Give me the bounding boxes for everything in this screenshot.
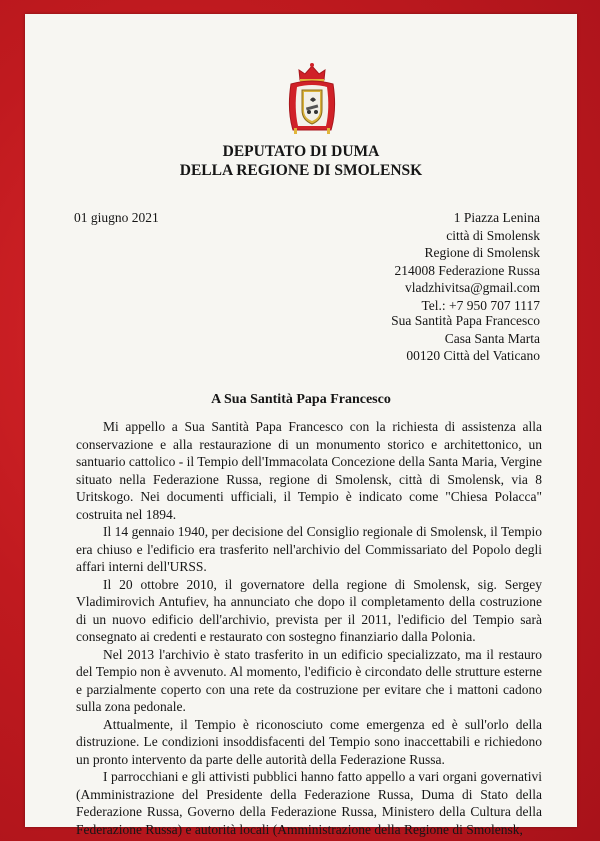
letter-title: A Sua Santità Papa Francesco — [211, 392, 391, 407]
sender-email: vladzhivitsa@gmail.com — [404, 280, 540, 295]
letter-body — [76, 418, 542, 838]
body-paragraph: Mi appello a Sua Santità Papa Francesco con la richiesta di assistenza alla conservazione e alla restaurazione di un monumento storico e architettonico, un santuario cattolico - il Tempio dell'Immacolata Concezione della Santa Maria, Vergine situato nella Federazione Russa, regione di Smolensk, città di Smolensk, via 8 Uritskogo. Nei documenti ufficiali, il Tempio è indicato come "Chiesa Polacca" costruita nel 1894. — [76, 419, 542, 522]
body-paragraph: I parrocchiani e gli attivisti pubblici hanno fatto appello a vari organi governativi (Amministrazione del Presidente della Federazione Russa, Duma di Stato della Federazione Russa, Governo della Federazione Russa, Ministero della Cultura della Federazione Russa) e autorità locali (Amministrazione della Regione di Smolensk, — [76, 769, 542, 837]
sender-address — [395, 209, 540, 314]
body-paragraph: Attualmente, il Tempio è riconosciuto come emergenza ed è sull'orlo della distruzione. Le condizioni insoddisfacenti del Tempio sono inaccettabili e richiedono un pronto intervento da parte delle autorità della Federazione Russa. — [76, 716, 542, 767]
recipient-address-line: Sua Santità Papa Francesco — [391, 313, 540, 328]
sender-address-line: 1 Piazza Lenina — [453, 210, 540, 225]
body-paragraph: Il 20 ottobre 2010, il governatore della regione di Smolensk, sig. Sergey Vladimirovich Antufiev, ha annunciato che dopo il completamento della costruzione di un nuovo edificio dell'archivio, prevista per il 2011, l'edificio del Tempio sarà consegnato ai credenti e restaurato con sostegno finanziario dalla Polonia. — [76, 576, 542, 644]
body-paragraph: Il 14 gennaio 1940, per decisione del Consiglio regionale di Smolensk, il Tempio era chiuso e l'edificio era trasferito nell'archivio del Commissariato del Popolo degli affari interni dell'URSS. — [76, 524, 542, 574]
recipient-address-line: 00120 Città del Vaticano — [406, 348, 540, 363]
sender-address-line: Regione di Smolensk — [424, 245, 540, 260]
sender-address-line: 214008 Federazione Russa — [394, 262, 540, 278]
coat-of-arms-icon — [285, 60, 339, 138]
sender-address-line: città di Smolensk — [446, 227, 540, 243]
recipient-address — [391, 312, 540, 365]
body-paragraph: Nel 2013 l'archivio è stato trasferito in un edificio specializzato, ma il restauro del Tempio non è avvenuto. Al momento, l'edificio è circondato delle strutture esterne e parzialmente coperto con una rete da costruzione per evitare che i mattoni cadono sulla zona pedonale. — [76, 646, 542, 714]
sender-phone: Tel.: +7 950 707 1117 — [421, 297, 540, 313]
header-line-2: DELLA REGIONE DI SMOLENSK — [179, 162, 423, 179]
letter-page — [25, 14, 577, 837]
header-line-1: DEPUTATO DI DUMA — [222, 143, 380, 160]
recipient-address-line: Casa Santa Marta — [444, 330, 540, 346]
letter-date: 01 giugno 2021 — [74, 210, 159, 225]
